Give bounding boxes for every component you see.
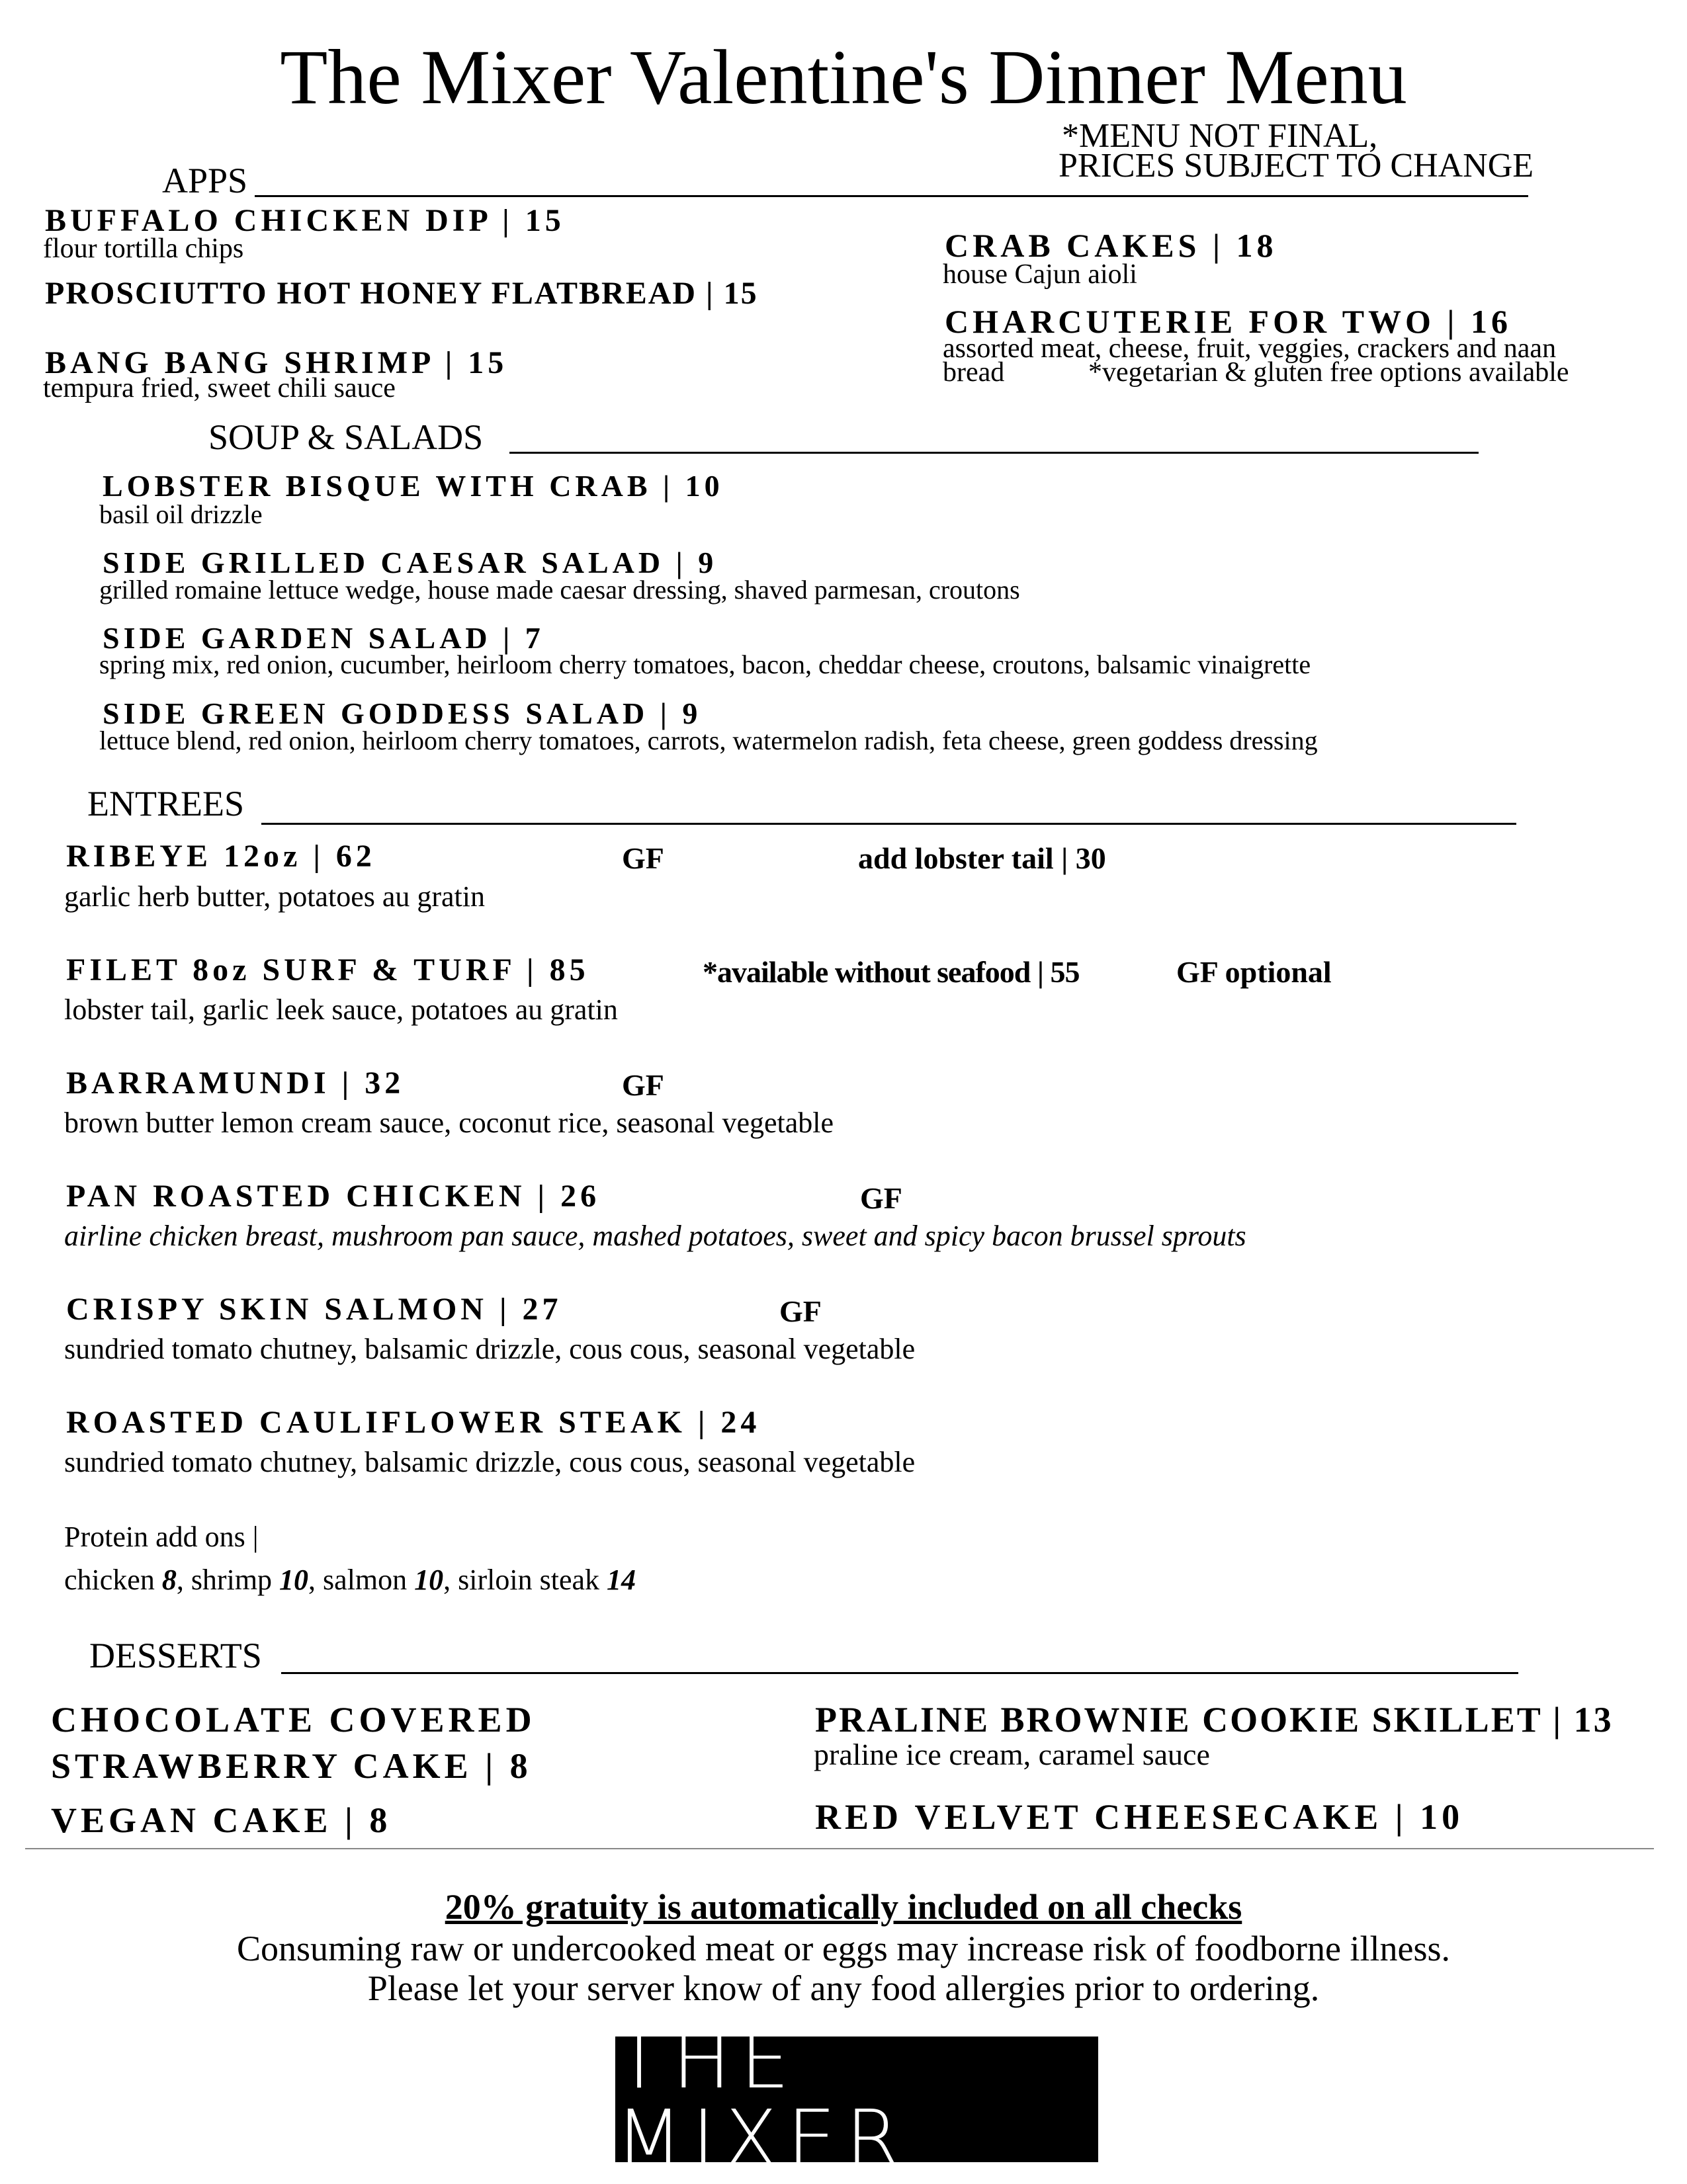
menu-item-name: ROASTED CAULIFLOWER STEAK | 24	[66, 1405, 761, 1440]
gluten-free-tag: GF	[779, 1294, 822, 1328]
section-heading-entrees: ENTREES	[87, 784, 244, 823]
gluten-free-tag: GF	[860, 1181, 902, 1215]
logo-text: THE MIXER	[615, 2015, 909, 2184]
section-heading-desserts: DESSERTS	[89, 1636, 262, 1675]
menu-item-description: assorted meat, cheese, fruit, veggies, crackers and naan	[943, 333, 1557, 364]
menu-item-name: SIDE GREEN GODDESS SALAD | 9	[103, 696, 702, 730]
menu-item-name: RED VELVET CHEESECAKE | 10	[815, 1797, 1464, 1837]
page-title: The Mixer Valentine's Dinner Menu	[280, 34, 1407, 120]
section-heading-apps: APPS	[162, 161, 248, 200]
menu-item-name: BARRAMUNDI | 32	[66, 1066, 405, 1101]
menu-notice-line1: *MENU NOT FINAL,	[1062, 117, 1378, 155]
desserts-divider	[281, 1672, 1518, 1674]
menu-item-name: VEGAN CAKE | 8	[51, 1800, 392, 1840]
gratuity-notice: 20% gratuity is automatically included on all checks	[445, 1887, 1242, 1927]
addon-price: 10	[279, 1564, 309, 1596]
menu-item-description: sundried tomato chutney, balsamic drizzle, cous cous, seasonal vegetable	[64, 1446, 916, 1478]
menu-item-description: lobster tail, garlic leek sauce, potatoes au gratin	[64, 993, 618, 1026]
food-safety-warning: Consuming raw or undercooked meat or eggs may increase risk of foodborne illness.	[236, 1929, 1451, 1968]
menu-item-name: BANG BANG SHRIMP | 15	[45, 345, 508, 380]
menu-item-name: PROSCIUTTO HOT HONEY FLATBREAD | 15	[45, 276, 758, 311]
menu-item-name: LOBSTER BISQUE WITH CRAB | 10	[103, 469, 724, 503]
menu-item-name: CHARCUTERIE FOR TWO | 16	[945, 303, 1512, 340]
menu-item-description: sundried tomato chutney, balsamic drizzle, cous cous, seasonal vegetable	[64, 1333, 916, 1365]
menu-item-description: praline ice cream, caramel sauce	[814, 1738, 1210, 1771]
gluten-free-tag: GF	[622, 1068, 664, 1102]
menu-item-description: garlic herb butter, potatoes au gratin	[64, 880, 486, 913]
menu-item-name: BUFFALO CHICKEN DIP | 15	[45, 203, 565, 238]
addon-price: 10	[414, 1564, 444, 1596]
addon-separator: ,	[176, 1564, 191, 1596]
addon-price: 14	[607, 1564, 636, 1596]
menu-item-description: airline chicken breast, mushroom pan sauce, mashed potatoes, sweet and spicy bacon brussel sprouts	[64, 1220, 1246, 1252]
menu-item-description: house Cajun aioli	[943, 259, 1137, 290]
menu-item-description: tempura fried, sweet chili sauce	[43, 373, 396, 403]
menu-item-description: brown butter lemon cream sauce, coconut rice, seasonal vegetable	[64, 1107, 834, 1139]
menu-item-description: basil oil drizzle	[99, 499, 263, 529]
menu-item-addon: add lobster tail | 30	[858, 841, 1106, 875]
addon-separator: ,	[308, 1564, 324, 1596]
gluten-free-tag: GF	[622, 841, 664, 875]
menu-item-description: bread	[943, 357, 1005, 388]
footer-divider	[25, 1848, 1654, 1849]
menu-item-name: FILET 8oz SURF & TURF | 85	[66, 952, 589, 987]
addon-price: 8	[161, 1564, 177, 1596]
entrees-divider	[261, 823, 1516, 825]
addon-separator: ,	[443, 1564, 458, 1596]
menu-item-name: SIDE GRILLED CAESAR SALAD | 9	[103, 546, 718, 579]
gluten-free-tag: GF optional	[1176, 955, 1332, 989]
section-heading-soup-salads: SOUP & SALADS	[208, 417, 484, 457]
menu-item-name: PRALINE BROWNIE COOKIE SKILLET | 13	[815, 1700, 1614, 1740]
menu-item-name: CRISPY SKIN SALMON | 27	[66, 1292, 562, 1327]
addon-name: salmon	[323, 1564, 415, 1596]
menu-item-note: *available without seafood | 55	[703, 955, 1080, 989]
menu-item-name: PAN ROASTED CHICKEN | 26	[66, 1179, 601, 1214]
menu-item-description: grilled romaine lettuce wedge, house made caesar dressing, shaved parmesan, croutons	[99, 575, 1020, 605]
protein-addons-label: Protein add ons |	[64, 1521, 259, 1553]
menu-notice-line2: PRICES SUBJECT TO CHANGE	[1059, 147, 1534, 185]
menu-item-name: RIBEYE 12oz | 62	[66, 839, 376, 874]
menu-item-name: CHOCOLATE COVERED	[51, 1700, 536, 1740]
addon-name: shrimp	[191, 1564, 280, 1596]
apps-divider	[255, 195, 1528, 197]
menu-item-name: SIDE GARDEN SALAD | 7	[103, 621, 544, 655]
menu-item-note: *vegetarian & gluten free options available	[1088, 357, 1569, 388]
protein-addons-list	[64, 1566, 636, 1595]
addon-name: sirloin steak	[458, 1564, 607, 1596]
allergy-notice: Please let your server know of any food allergies prior to ordering.	[367, 1968, 1320, 2008]
menu-item-name: CRAB CAKES | 18	[945, 227, 1277, 264]
addon-name: chicken	[64, 1564, 162, 1596]
menu-item-description: lettuce blend, red onion, heirloom cherry tomatoes, carrots, watermelon radish, feta cheese, green goddess dressing	[99, 726, 1318, 755]
menu-item-description: spring mix, red onion, cucumber, heirloom cherry tomatoes, bacon, cheddar cheese, croutons, balsamic vinaigrette	[99, 650, 1311, 679]
menu-item-name: STRAWBERRY CAKE | 8	[51, 1746, 532, 1786]
menu-item-description: flour tortilla chips	[43, 233, 244, 264]
soup-salads-divider	[509, 452, 1479, 454]
logo	[615, 2015, 1098, 2184]
